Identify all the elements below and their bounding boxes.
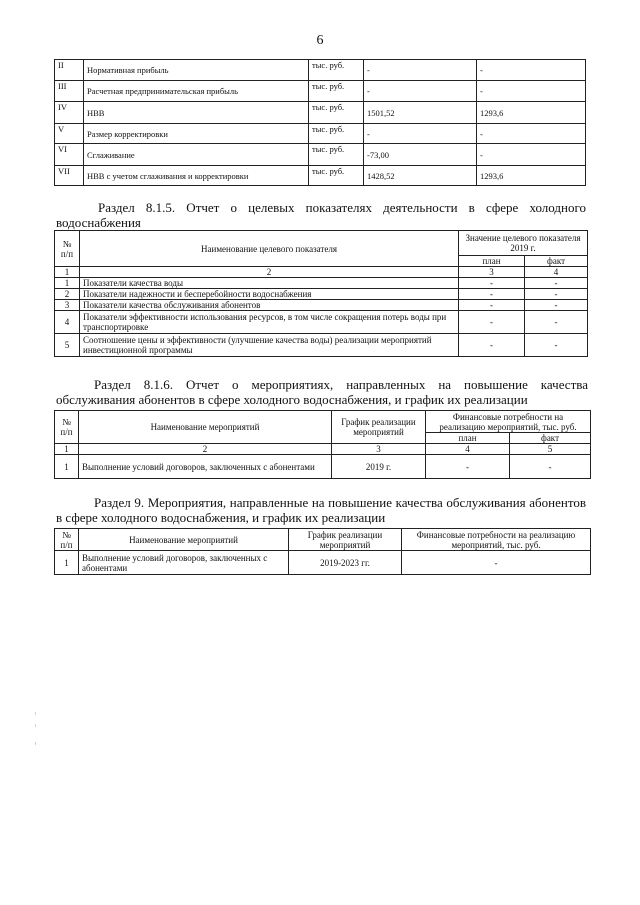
row-number: V (55, 124, 84, 144)
row-unit: тыс. руб. (309, 60, 364, 81)
header-indicator-value: Значение целевого показателя 2019 г. (459, 231, 588, 256)
row-name: Показатели надежности и бесперебойности водоснабжения (80, 289, 459, 300)
row-plan: - (459, 334, 525, 357)
row-unit: тыс. руб. (309, 144, 364, 166)
index-cell: 2 (80, 267, 459, 278)
row-number: 1 (55, 551, 79, 575)
row-fact: - (525, 334, 588, 357)
row-unit: тыс. руб. (309, 166, 364, 186)
row-unit: тыс. руб. (309, 81, 364, 102)
table-row (55, 166, 586, 186)
row-number: 1 (55, 455, 79, 479)
header-number: № п/п (55, 231, 80, 267)
table-row (55, 300, 588, 311)
row-plan: - (459, 278, 525, 289)
table-header-row (55, 529, 591, 551)
table-header-row (55, 411, 591, 433)
table-row (55, 551, 591, 575)
row-name: Выполнение условий договоров, заключенных с абонентами (79, 551, 289, 575)
row-plan: 1501,52 (364, 102, 477, 124)
table-index-row (55, 267, 588, 278)
index-cell: 4 (426, 444, 510, 455)
table-row (55, 455, 591, 479)
header-measure-name: Наименование мероприятий (79, 529, 289, 551)
table-row (55, 278, 588, 289)
table-row (55, 81, 586, 102)
row-fact: - (510, 455, 591, 479)
row-number: 2 (55, 289, 80, 300)
page-number: 6 (316, 33, 324, 48)
table-row (55, 124, 586, 144)
header-fact: факт (525, 256, 588, 267)
row-fact: - (477, 124, 586, 144)
header-number: № п/п (55, 411, 79, 444)
index-cell: 3 (459, 267, 525, 278)
row-plan: - (364, 60, 477, 81)
row-fact: - (525, 300, 588, 311)
table-index-row (55, 444, 591, 455)
row-plan: - (459, 311, 525, 334)
row-fact: - (477, 81, 586, 102)
header-indicator-name: Наименование целевого показателя (80, 231, 459, 267)
measures-plan-table (54, 528, 591, 575)
header-measure-name: Наименование мероприятий (79, 411, 332, 444)
row-fact: - (525, 278, 588, 289)
row-number: VII (55, 166, 84, 186)
row-name: Нормативная прибыль (84, 60, 309, 81)
table-row (55, 144, 586, 166)
scan-mark (35, 712, 36, 715)
section-heading-8-1-6: Раздел 8.1.6. Отчет о мероприятиях, направленных на повышение качества обслуживания абонентов в сфере холодного водоснабжения, и график их реализации (56, 377, 588, 407)
row-fact: - (477, 144, 586, 166)
section-heading-8-1-5: Раздел 8.1.5. Отчет о целевых показателях деятельности в сфере холодного водоснабжения (56, 200, 586, 230)
index-cell: 5 (510, 444, 591, 455)
index-cell: 1 (55, 444, 79, 455)
row-number: 3 (55, 300, 80, 311)
row-name: Показатели качества обслуживания абонентов (80, 300, 459, 311)
row-name: НВВ (84, 102, 309, 124)
budget-table (54, 59, 586, 186)
measures-report-table (54, 410, 591, 479)
row-plan: -73,00 (364, 144, 477, 166)
header-schedule: График реализации мероприятий (332, 411, 426, 444)
index-cell: 2 (79, 444, 332, 455)
row-schedule: 2019-2023 гг. (289, 551, 402, 575)
header-finance: Финансовые потребности на реализацию мероприятий, тыс. руб. (426, 411, 591, 433)
index-cell: 4 (525, 267, 588, 278)
table-row (55, 289, 588, 300)
row-number: 1 (55, 278, 80, 289)
row-name: Размер корректировки (84, 124, 309, 144)
header-number: № п/п (55, 529, 79, 551)
row-name: Соотношение цены и эффективности (улучшение качества воды) реализации мероприятий инвестиционной программы (80, 334, 459, 357)
row-number: II (55, 60, 84, 81)
row-number: 5 (55, 334, 80, 357)
row-plan: - (459, 300, 525, 311)
row-finance: - (402, 551, 591, 575)
row-fact: 1293,6 (477, 102, 586, 124)
row-name: Показатели эффективности использования ресурсов, в том числе сокращения потерь воды при транспортировке (80, 311, 459, 334)
row-number: IV (55, 102, 84, 124)
header-fact: факт (510, 433, 591, 444)
index-cell: 1 (55, 267, 80, 278)
section-heading-9: Раздел 9. Мероприятия, направленные на повышение качества обслуживания абонентов в сфере холодного водоснабжения, и график их реализации (56, 495, 586, 525)
row-plan: - (364, 124, 477, 144)
scan-mark (35, 742, 36, 745)
header-plan: план (459, 256, 525, 267)
row-number: 4 (55, 311, 80, 334)
row-name: НВВ с учетом сглаживания и корректировки (84, 166, 309, 186)
row-number: III (55, 81, 84, 102)
row-name: Выполнение условий договоров, заключенных с абонентами (79, 455, 332, 479)
table-row (55, 334, 588, 357)
row-unit: тыс. руб. (309, 124, 364, 144)
row-plan: - (459, 289, 525, 300)
table-header-row (55, 231, 588, 256)
row-fact: - (525, 311, 588, 334)
index-cell: 3 (332, 444, 426, 455)
row-plan: 1428,52 (364, 166, 477, 186)
row-schedule: 2019 г. (332, 455, 426, 479)
row-name: Сглаживание (84, 144, 309, 166)
header-plan: план (426, 433, 510, 444)
row-fact: - (525, 289, 588, 300)
row-fact: 1293,6 (477, 166, 586, 186)
row-fact: - (477, 60, 586, 81)
table-row (55, 60, 586, 81)
target-indicators-table (54, 230, 588, 357)
row-name: Показатели качества воды (80, 278, 459, 289)
header-finance: Финансовые потребности на реализацию мероприятий, тыс. руб. (402, 529, 591, 551)
row-unit: тыс. руб. (309, 102, 364, 124)
row-name: Расчетная предпринимательская прибыль (84, 81, 309, 102)
row-number: VI (55, 144, 84, 166)
table-row (55, 102, 586, 124)
header-schedule: График реализации мероприятий (289, 529, 402, 551)
row-plan: - (364, 81, 477, 102)
row-plan: - (426, 455, 510, 479)
scan-mark (35, 724, 36, 727)
table-row (55, 311, 588, 334)
